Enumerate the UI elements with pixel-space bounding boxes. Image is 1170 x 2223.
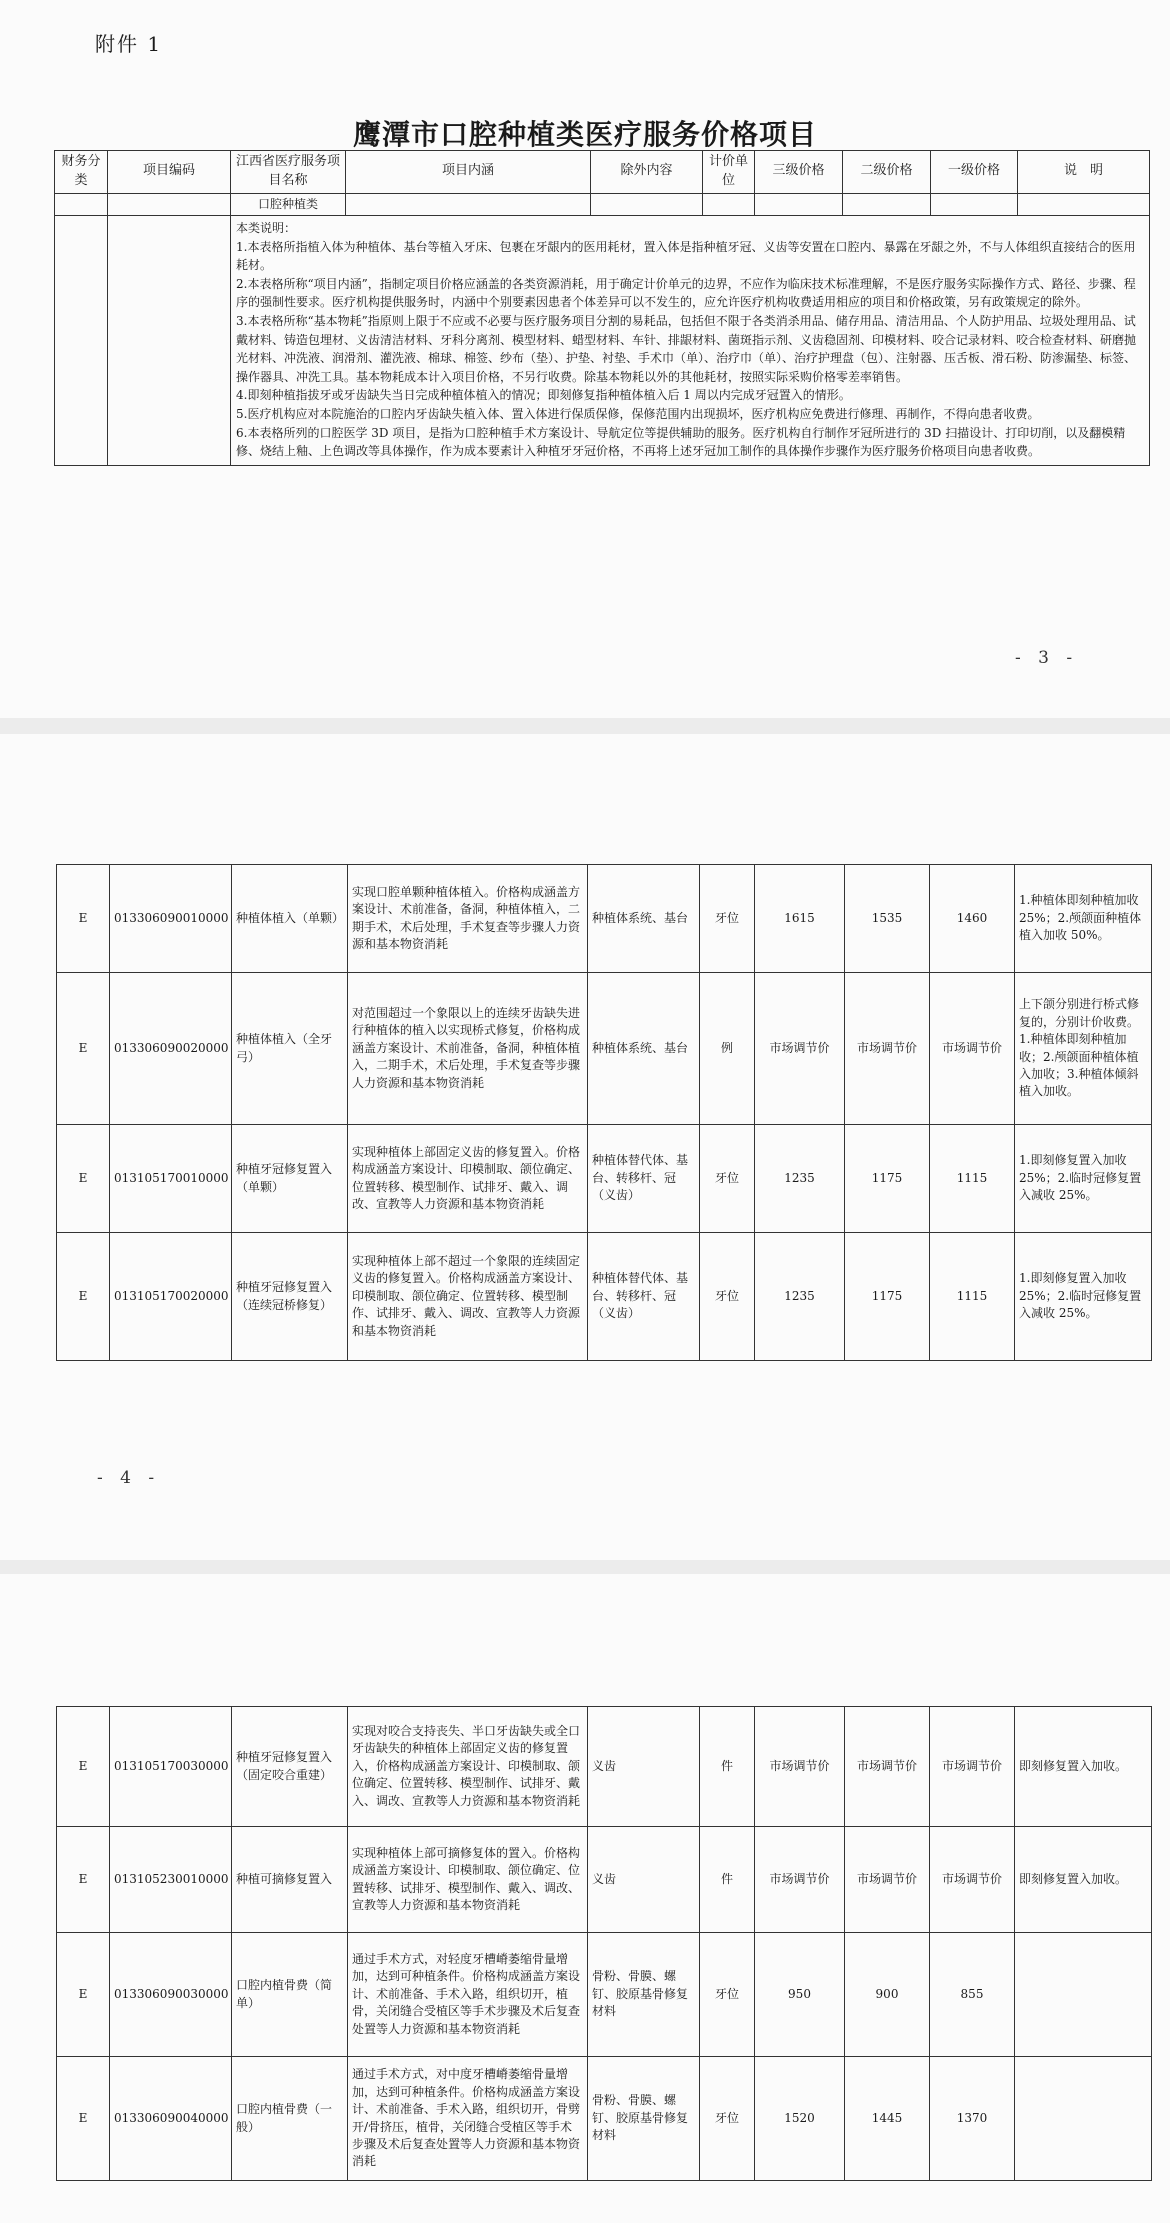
- price-level1-cell: 市场调节价: [930, 1827, 1015, 1933]
- item-content-cell: 实现种植体上部固定义齿的修复置入。价格构成涵盖方案设计、印模制取、颌位确定、位置转移、模型制作、试排牙、戴入、调改、宣教等人力资源和基本物资消耗: [348, 1125, 588, 1233]
- col-item-code: 项目编码: [108, 151, 231, 194]
- col-price-level1: 一级价格: [931, 151, 1018, 194]
- unit-cell: 件: [700, 1827, 755, 1933]
- finance-category-cell: E: [57, 2057, 110, 2181]
- price-table-page4: [56, 864, 1152, 1361]
- attachment-label: 附件 1: [95, 32, 163, 56]
- note-item: 5.医疗机构应对本院施治的口腔内牙齿缺失植入体、置入体进行保质保修，保修范围内出现损坏，医疗机构应免费进行修理、再制作，不得向患者收费。: [236, 407, 1040, 422]
- unit-cell: 牙位: [700, 1125, 755, 1233]
- item-content-cell: 实现对咬合支持丧失、半口牙齿缺失或全口牙齿缺失的种植体上部固定义齿的修复置入，价格构成涵盖方案设计、印模制取、颌位确定、位置转移、模型制作、试排牙、戴入、调改、宣教等人力资源和基本物资消耗: [348, 1707, 588, 1827]
- item-code-cell: 013105230010000: [110, 1827, 232, 1933]
- col-price-level3: 三级价格: [755, 151, 843, 194]
- price-level3-cell: 1235: [755, 1233, 845, 1361]
- item-code-cell: 013306090010000: [110, 865, 232, 973]
- col-finance-category: 财务分类: [55, 151, 108, 194]
- page-number: - 4 -: [97, 1468, 161, 1488]
- price-level2-cell: 1175: [845, 1233, 930, 1361]
- notes-cell: [231, 216, 1150, 466]
- col-price-level2: 二级价格: [843, 151, 931, 194]
- table-row: [57, 2057, 1152, 2181]
- unit-cell: 牙位: [700, 1933, 755, 2057]
- table-row: [57, 865, 1152, 973]
- item-name-cell: 种植牙冠修复置入（单颗）: [232, 1125, 348, 1233]
- remarks-cell: 即刻修复置入加收。: [1015, 1707, 1152, 1827]
- remarks-cell: 上下颌分别进行桥式修复的，分别计价收费。1.种植体即刻种植加收；2.颅颌面种植体植入加收；3.种植体倾斜植入加收。: [1015, 973, 1152, 1125]
- finance-category-cell: E: [57, 973, 110, 1125]
- item-content-cell: 实现口腔单颗种植体植入。价格构成涵盖方案设计、术前准备，备洞，种植体植入，二期手术，术后处理，手术复查等步骤人力资源和基本物资消耗: [348, 865, 588, 973]
- remarks-cell: 1.即刻修复置入加收 25%；2.临时冠修复置入减收 25%。: [1015, 1233, 1152, 1361]
- item-name-cell: 种植可摘修复置入: [232, 1827, 348, 1933]
- excluded-content-cell: 骨粉、骨膜、螺钉、胶原基骨修复材料: [588, 2057, 700, 2181]
- price-level1-cell: 1115: [930, 1125, 1015, 1233]
- notes-heading: 本类说明：: [236, 221, 297, 236]
- remarks-cell: 1.种植体即刻种植加收 25%；2.颅颌面种植体植入加收 50%。: [1015, 865, 1152, 973]
- unit-cell: 牙位: [700, 865, 755, 973]
- price-level2-cell: 1175: [845, 1125, 930, 1233]
- item-code-cell: 013306090020000: [110, 973, 232, 1125]
- table-row: [57, 1933, 1152, 2057]
- item-content-cell: 通过手术方式，对轻度牙槽嵴萎缩骨量增加，达到可种植条件。价格构成涵盖方案设计、术前准备、手术入路，组织切开，植骨，关闭缝合受植区等手术步骤及术后复查处置等人力资源和基本物资消耗: [348, 1933, 588, 2057]
- price-level1-cell: 市场调节价: [930, 1707, 1015, 1827]
- table-row: [57, 1707, 1152, 1827]
- excluded-content-cell: 义齿: [588, 1707, 700, 1827]
- note-item: 6.本表格所列的口腔医学 3D 项目，是指为口腔种植手术方案设计、导航定位等提供辅助的服务。医疗机构自行制作牙冠所进行的 3D 扫描设计、打印切削，以及翻模精修、烧结上釉、上色调改等具体操作，作为成本要素计入种植牙牙冠价格，不再将上述牙冠加工制作的具体操作步骤作为医疗服务价格项目向患者收费。: [236, 425, 1126, 459]
- price-level2-cell: 1535: [845, 865, 930, 973]
- remarks-cell: [1015, 2057, 1152, 2181]
- table-row: [57, 1125, 1152, 1233]
- item-name-cell: 口腔内植骨费（一般）: [232, 2057, 348, 2181]
- col-remarks: 说 明: [1018, 151, 1150, 194]
- price-level1-cell: 855: [930, 1933, 1015, 2057]
- price-level1-cell: 1115: [930, 1233, 1015, 1361]
- finance-category-cell: E: [57, 1933, 110, 2057]
- item-name-cell: 口腔内植骨费（简单）: [232, 1933, 348, 2057]
- category-row: 口腔种植类: [231, 193, 346, 215]
- note-item: 4.即刻种植指拔牙或牙齿缺失当日完成种植体植入的情况；即刻修复指种植体植入后 1 周以内完成牙冠置入的情形。: [236, 388, 851, 403]
- finance-category-cell: E: [57, 1125, 110, 1233]
- item-code-cell: 013105170020000: [110, 1233, 232, 1361]
- item-content-cell: 通过手术方式，对中度牙槽嵴萎缩骨量增加，达到可种植条件。价格构成涵盖方案设计、术前准备、手术入路，组织切开，骨劈开/骨挤压，植骨，关闭缝合受植区等手术步骤及术后复查处置等人力资源和基本物资消耗: [348, 2057, 588, 2181]
- table-row: [57, 1233, 1152, 1361]
- page-4: [0, 734, 1170, 1560]
- item-name-cell: 种植体植入（单颗）: [232, 865, 348, 973]
- item-name-cell: 种植体植入（全牙弓）: [232, 973, 348, 1125]
- col-item-name: 江西省医疗服务项目名称: [231, 151, 346, 194]
- remarks-cell: 1.即刻修复置入加收 25%；2.临时冠修复置入减收 25%。: [1015, 1125, 1152, 1233]
- item-content-cell: 实现种植体上部可摘修复体的置入。价格构成涵盖方案设计、印模制取、颌位确定、位置转移、试排牙、模型制作、戴入、调改、宣教等人力资源和基本物资消耗: [348, 1827, 588, 1933]
- col-excluded: 除外内容: [591, 151, 703, 194]
- price-level2-cell: 市场调节价: [845, 1707, 930, 1827]
- unit-cell: 例: [700, 973, 755, 1125]
- col-unit: 计价单位: [703, 151, 755, 194]
- table-row: [57, 973, 1152, 1125]
- price-level3-cell: 950: [755, 1933, 845, 2057]
- item-code-cell: 013105170010000: [110, 1125, 232, 1233]
- excluded-content-cell: 种植体替代体、基台、转移杆、冠（义齿）: [588, 1233, 700, 1361]
- price-level3-cell: 1615: [755, 865, 845, 973]
- note-item: 1.本表格所指植入体为种植体、基台等植入牙床、包裹在牙龈内的医用耗材，置入体是指种植牙冠、义齿等安置在口腔内、暴露在牙龈之外，不与人体组织直接结合的医用耗材。: [236, 239, 1136, 273]
- note-item: 3.本表格所称“基本物耗”指原则上限于不应或不必要与医疗服务项目分割的易耗品，包括但不限于各类消杀用品、储存用品、清洁用品、个人防护用品、垃圾处理用品、试戴材料、铸造包埋材、义齿清洁材料、牙科分离剂、模型材料、蜡型材料、车针、排龈材料、菌斑指示剂、义齿稳固剂、印模材料、咬合记录材料、咬合检查材料、研磨抛光材料、冲洗液、润滑剂、灌洗液、棉球、棉签、纱布（垫）、护垫、衬垫、手术巾（单）、治疗巾（单）、治疗护理盘（包）、注射器、压舌板、滑石粉、防渗漏垫、标签、操作器具、冲洗工具。基本物耗成本计入项目价格，不另行收费。除基本物耗以外的其他耗材，按照实际采购价格零差率销售。: [236, 314, 1137, 384]
- price-level3-cell: 1520: [755, 2057, 845, 2181]
- excluded-content-cell: 种植体替代体、基台、转移杆、冠（义齿）: [588, 1125, 700, 1233]
- page-5: [0, 1574, 1170, 2223]
- price-level2-cell: 1445: [845, 2057, 930, 2181]
- remarks-cell: [1015, 1933, 1152, 2057]
- finance-category-cell: E: [57, 1827, 110, 1933]
- page-number: - 3 -: [1015, 648, 1079, 668]
- price-level1-cell: 1460: [930, 865, 1015, 973]
- document-title: 鹰潭市口腔种植类医疗服务价格项目: [352, 118, 817, 151]
- unit-cell: 件: [700, 1707, 755, 1827]
- price-table-page5: [56, 1706, 1152, 2181]
- price-level3-cell: 1235: [755, 1125, 845, 1233]
- table-row: [57, 1827, 1152, 1933]
- price-level1-cell: 1370: [930, 2057, 1015, 2181]
- price-level1-cell: 市场调节价: [930, 973, 1015, 1125]
- excluded-content-cell: 义齿: [588, 1827, 700, 1933]
- unit-cell: 牙位: [700, 1233, 755, 1361]
- price-level2-cell: 900: [845, 1933, 930, 2057]
- price-level3-cell: 市场调节价: [755, 1707, 845, 1827]
- finance-category-cell: E: [57, 1233, 110, 1361]
- price-level3-cell: 市场调节价: [755, 1827, 845, 1933]
- item-content-cell: 实现种植体上部不超过一个象限的连续固定义齿的修复置入。价格构成涵盖方案设计、印模制取、颌位确定、位置转移、模型制作、试排牙、戴入、调改、宣教等人力资源和基本物资消耗: [348, 1233, 588, 1361]
- price-level2-cell: 市场调节价: [845, 973, 930, 1125]
- page-3: [0, 0, 1170, 718]
- remarks-cell: 即刻修复置入加收。: [1015, 1827, 1152, 1933]
- col-item-content: 项目内涵: [346, 151, 591, 194]
- excluded-content-cell: 骨粉、骨膜、螺钉、胶原基骨修复材料: [588, 1933, 700, 2057]
- excluded-content-cell: 种植体系统、基台: [588, 865, 700, 973]
- finance-category-cell: E: [57, 1707, 110, 1827]
- item-code-cell: 013306090030000: [110, 1933, 232, 2057]
- unit-cell: 牙位: [700, 2057, 755, 2181]
- item-content-cell: 对范围超过一个象限以上的连续牙齿缺失进行种植体的植入以实现桥式修复，价格构成涵盖方案设计、术前准备，备洞，种植体植入，二期手术，术后处理，手术复查等步骤人力资源和基本物资消耗: [348, 973, 588, 1125]
- item-name-cell: 种植牙冠修复置入（连续冠桥修复）: [232, 1233, 348, 1361]
- price-level3-cell: 市场调节价: [755, 973, 845, 1125]
- price-table-header: [54, 150, 1150, 466]
- price-level2-cell: 市场调节价: [845, 1827, 930, 1933]
- finance-category-cell: E: [57, 865, 110, 973]
- excluded-content-cell: 种植体系统、基台: [588, 973, 700, 1125]
- note-item: 2.本表格所称“项目内涵”，指制定项目价格应涵盖的各类资源消耗，用于确定计价单元的边界，不应作为临床技术标准理解，不是医疗服务实际操作方式、路径、步骤、程序的强制性要求。医疗机构提供服务时，内涵中个别要素因患者个体差异可以不发生的，应允许医疗机构收费适用相应的项目和价格政策，另有政策规定的除外。: [236, 276, 1136, 310]
- item-code-cell: 013105170030000: [110, 1707, 232, 1827]
- item-name-cell: 种植牙冠修复置入（固定咬合重建）: [232, 1707, 348, 1827]
- item-code-cell: 013306090040000: [110, 2057, 232, 2181]
